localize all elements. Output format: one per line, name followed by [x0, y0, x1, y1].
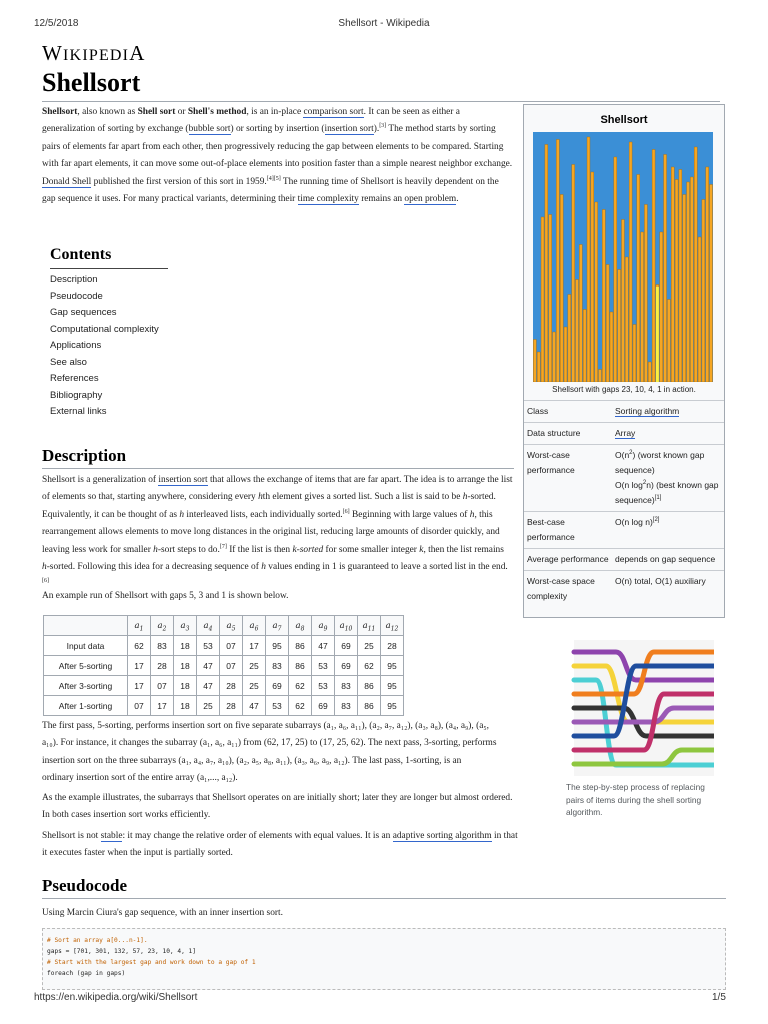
- citation-3[interactable]: [3]: [379, 123, 387, 130]
- example-table: [43, 615, 404, 716]
- table-cell: 28: [151, 656, 174, 676]
- table-cell: 07: [220, 636, 243, 656]
- sort-bar: [690, 177, 693, 382]
- infobox-value: depends on gap sequence: [612, 549, 724, 571]
- infobox-value: O(n log n)[2]: [612, 512, 724, 549]
- sort-bar: [549, 215, 552, 383]
- toc-item-pseudocode[interactable]: Pseudocode: [50, 290, 103, 302]
- sort-bar: [694, 147, 697, 382]
- print-page-number: 1/5: [712, 992, 726, 1003]
- citation-4-5[interactable]: [4][5]: [266, 175, 281, 182]
- sort-bar: [579, 245, 582, 383]
- infobox-row-data-structure: [524, 423, 724, 445]
- table-cell: 83: [335, 676, 358, 696]
- table-column-header: $a_6$: [243, 616, 266, 636]
- infobox-value: O(n) total, O(1) auxiliary: [612, 571, 724, 608]
- toc-item-description[interactable]: Description: [50, 274, 98, 285]
- sort-bar: [533, 340, 536, 383]
- description-paragraph-4: As the example illustrates, the subarrays that Shellsort operates on are initially short; later they are longer but almost ordered. In both cases insertion sort works efficiently.: [42, 793, 513, 821]
- sort-bar: [595, 202, 598, 382]
- bars-graphic: [533, 132, 713, 382]
- table-column-header: $a_8$: [289, 616, 312, 636]
- table-column-header: $a_3$: [174, 616, 197, 636]
- code-line: gaps = [701, 301, 132, 57, 23, 10, 4, 1]: [47, 948, 197, 955]
- sort-bar: [683, 195, 686, 383]
- table-cell: 69: [266, 676, 289, 696]
- table-cell: 62: [289, 696, 312, 716]
- table-row: [44, 696, 404, 716]
- sort-bar: [652, 150, 655, 383]
- print-url[interactable]: https://en.wikipedia.org/wiki/Shellsort: [34, 992, 198, 1003]
- link-donald-shell[interactable]: Donald Shell: [42, 176, 92, 187]
- example-table-header-row: [44, 616, 404, 636]
- table-cell: 53: [197, 636, 220, 656]
- table-cell: 28: [381, 636, 404, 656]
- toc-item-bibliography[interactable]: Bibliography: [50, 389, 103, 401]
- table-cell: 83: [335, 696, 358, 716]
- infobox-title: Shellsort: [600, 114, 648, 126]
- table-cell: 17: [128, 656, 151, 676]
- sort-bar: [541, 217, 544, 382]
- infobox-label: Best-case performance: [524, 512, 612, 549]
- sort-bar: [641, 232, 644, 382]
- table-row: [44, 676, 404, 696]
- table-row-label: After 3-sorting: [44, 676, 128, 696]
- code-block: [42, 928, 726, 990]
- table-cell: 17: [151, 696, 174, 716]
- sort-bar: [706, 167, 709, 382]
- table-cell: 86: [358, 676, 381, 696]
- table-column-header: $a_{11}$: [358, 616, 381, 636]
- sort-bar: [671, 167, 674, 382]
- sort-bar: [629, 142, 632, 382]
- sort-bar: [572, 165, 575, 383]
- table-cell: 95: [381, 656, 404, 676]
- table-cell: 47: [243, 696, 266, 716]
- infobox-value: Array: [612, 423, 724, 445]
- intro-paragraph: Shellsort, also known as Shell sort or Shell's method, is an in-place comparison sort. It can be seen as either a generalization of sorting by exchange (bubble sort) or sorting by insertion (insertion sort).[3] The method starts by sorting pairs of elements far apart from each other, then progressively reducing the gap between elements to be compared. Starting with far apart elements, it can move some out-of-place elements into position faster than a simple nearest neighbor exchange. Donald Shell published the first version of this sort in 1959.[4][5] The running time of Shellsort is heavily dependent on the gap sequence it uses. For many practical variants, determining their time complexity remains an open problem.: [42, 107, 513, 205]
- sort-bar: [687, 182, 690, 382]
- description-paragraph-2: An example run of Shellsort with gaps 5, 3 and 1 is shown below.: [42, 591, 289, 601]
- toc-item-external-links[interactable]: External links: [50, 406, 107, 417]
- link-adaptive-sort[interactable]: adaptive sorting algorithm: [392, 831, 492, 841]
- table-cell: 69: [335, 636, 358, 656]
- table-column-header: $a_1$: [128, 616, 151, 636]
- infobox-row-class: [524, 401, 724, 423]
- sort-bar: [583, 310, 586, 383]
- sort-bar: [618, 270, 621, 383]
- table-column-header: $a_9$: [312, 616, 335, 636]
- sort-bar: [625, 257, 628, 382]
- table-cell: 47: [197, 656, 220, 676]
- link-comparison-sort[interactable]: comparison sort: [303, 107, 364, 117]
- description-paragraph-1: Shellsort is a generalization of insertion sort that allows the exchange of items that are far apart. The idea is to arrange the list of elements so that, starting anywhere, considering every hth element gives a sorted list. Such a list is said to be h-sorted. Equivalently, it can be thought of as h interleaved lists, each individually sorted.[6] Beginning with large values of h, this rearrangement allows elements to move long distances in the original list, reducing large amounts of disorder quickly, and leaving less work for smaller h-sort steps to do.[7] If the list is then k-sorted for some smaller integer k, then the list remains h-sorted. Following this idea for a decreasing sequence of h values ending in 1 is guaranteed to leave a sorted list in the end.[6]: [42, 475, 513, 585]
- table-cell: 25: [243, 676, 266, 696]
- table-column-header: $a_5$: [220, 616, 243, 636]
- table-cell: 86: [289, 636, 312, 656]
- infobox-label: Data structure: [524, 423, 612, 445]
- table-cell: 18: [174, 636, 197, 656]
- infobox-table: [524, 400, 724, 607]
- sort-bar: [599, 370, 602, 383]
- infobox-label: Class: [524, 401, 612, 423]
- table-cell: 83: [151, 636, 174, 656]
- toc-item-gap-sequences[interactable]: Gap sequences: [50, 307, 117, 318]
- sort-bar: [602, 210, 605, 383]
- infobox-value: Sorting algorithm: [612, 401, 724, 423]
- sort-bar: [591, 172, 594, 382]
- sort-bar: [587, 137, 590, 382]
- sort-bar: [664, 155, 667, 383]
- table-cell: 18: [174, 656, 197, 676]
- sort-bar: [576, 280, 579, 383]
- table-cell: 17: [128, 676, 151, 696]
- infobox-value: $O(n^2)$ (worst known gap sequence) O(n $\log^2n$) (best known gap sequence)[1]: [612, 445, 724, 512]
- sort-bar: [637, 175, 640, 383]
- infobox-row-worst-case: [524, 445, 724, 512]
- toc-divider: [50, 268, 168, 269]
- table-cell: 07: [151, 676, 174, 696]
- sort-bar: [621, 220, 624, 383]
- pseudocode-intro: Using Marcin Ciura's gap sequence, with an inner insertion sort.: [42, 908, 283, 918]
- sort-bar: [537, 352, 540, 382]
- table-column-header: $a_2$: [151, 616, 174, 636]
- table-row: [44, 636, 404, 656]
- section-heading-pseudocode: Pseudocode: [42, 876, 726, 899]
- sort-bar: [568, 295, 571, 383]
- table-column-header: $a_{12}$: [381, 616, 404, 636]
- code-line: # Start with the largest gap and work down to a gap of 1: [47, 959, 256, 966]
- sort-bar: [606, 265, 609, 383]
- wikipedia-wordmark[interactable]: WIKIPEDIA: [42, 41, 146, 65]
- table-cell: 86: [358, 696, 381, 716]
- sort-bar: [564, 327, 567, 382]
- table-cell: 95: [381, 676, 404, 696]
- sort-bar: [614, 157, 617, 382]
- print-page-title: Shellsort - Wikipedia: [338, 18, 430, 29]
- sort-bar: [702, 200, 705, 383]
- shellsort-animation-image[interactable]: [533, 132, 713, 382]
- table-cell: 95: [266, 636, 289, 656]
- table-cell: 53: [266, 696, 289, 716]
- infobox-label: Worst-case space complexity: [524, 571, 612, 608]
- table-row-label: After 1-sorting: [44, 696, 128, 716]
- swap-lines-figure[interactable]: [566, 640, 714, 778]
- table-column-header: $a_7$: [266, 616, 289, 636]
- table-cell: 47: [197, 676, 220, 696]
- table-cell: 07: [128, 696, 151, 716]
- table-cell: 62: [289, 676, 312, 696]
- link-insertion-sort-2[interactable]: insertion sort: [158, 475, 208, 485]
- table-row-label: After 5-sorting: [44, 656, 128, 676]
- table-cell: 69: [335, 656, 358, 676]
- table-column-header: $a_4$: [197, 616, 220, 636]
- code-line: foreach (gap in gaps): [47, 970, 126, 977]
- table-row-label: Input data: [44, 636, 128, 656]
- sort-bar: [545, 145, 548, 383]
- sort-bar: [675, 180, 678, 383]
- table-cell: 95: [381, 696, 404, 716]
- toc-item-see-also[interactable]: See also: [50, 356, 87, 368]
- table-cell: 86: [289, 656, 312, 676]
- table-cell: 17: [243, 636, 266, 656]
- sort-bar: [710, 185, 713, 383]
- table-cell: 28: [220, 696, 243, 716]
- infobox-image-caption: Shellsort with gaps 23, 10, 4, 1 in action.: [552, 385, 696, 394]
- link-open-problem[interactable]: open problem: [404, 194, 457, 205]
- table-cell: 69: [312, 696, 335, 716]
- table-cell: 47: [312, 636, 335, 656]
- description-paragraph-5: Shellsort is not stable: it may change the relative order of elements with equal values. It is an adaptive sorting algorithm in that it executes faster when the input is partially sorted.: [42, 831, 518, 859]
- sort-bar: [679, 170, 682, 383]
- sort-bar: [633, 325, 636, 383]
- table-cell: 62: [358, 656, 381, 676]
- infobox-label: Worst-case performance: [524, 445, 612, 512]
- table-cell: 53: [312, 656, 335, 676]
- sort-bar: [556, 140, 559, 383]
- sort-bar: [560, 195, 563, 383]
- toc-item-computational-complexity[interactable]: Computational complexity: [50, 323, 159, 335]
- toc-title: Contents: [50, 246, 112, 263]
- table-corner-cell: [44, 616, 128, 636]
- sort-bar: [667, 300, 670, 383]
- infobox-label: Average performance: [524, 549, 612, 571]
- section-heading-description: Description: [42, 446, 514, 469]
- sort-bar: [644, 205, 647, 383]
- table-cell: 62: [128, 636, 151, 656]
- table-column-header: $a_{10}$: [335, 616, 358, 636]
- toc-item-applications[interactable]: Applications: [50, 340, 102, 351]
- table-cell: 18: [174, 676, 197, 696]
- sort-bar: [648, 362, 651, 382]
- infobox-row-average: [524, 549, 724, 571]
- table-cell: 28: [220, 676, 243, 696]
- sort-bar: [698, 237, 701, 382]
- table-cell: 18: [174, 696, 197, 716]
- code-line: # Sort an array a[0...n-1].: [47, 937, 148, 944]
- table-cell: 25: [358, 636, 381, 656]
- swap-lines-graphic: [566, 640, 714, 778]
- infobox-row-best-case: [524, 512, 724, 549]
- infobox-row-space: [524, 571, 724, 608]
- link-bubble-sort[interactable]: bubble sort: [188, 124, 231, 135]
- link-insertion-sort[interactable]: insertion sort: [324, 124, 374, 135]
- toc-item-references[interactable]: References: [50, 373, 99, 384]
- page-title: Shellsort: [42, 68, 720, 102]
- table-cell: 07: [220, 656, 243, 676]
- sort-bar: [553, 332, 556, 382]
- print-date: 12/5/2018: [34, 18, 79, 29]
- figure-caption: The step-by-step process of replacing pairs of items during the shell sorting algorithm.: [566, 782, 705, 817]
- sort-bar-highlight: [656, 287, 659, 382]
- table-of-contents: [50, 272, 159, 421]
- table-cell: 25: [243, 656, 266, 676]
- description-paragraph-3: The first pass, 5-sorting, performs insertion sort on five separate subarrays (a₁, a₆, a₁₁), (a₂, a₇, a₁₂), (a₃, a₈), (a₄, a₉), (a₅, a₁₀). For instance, it changes the subarray (a₁, a₆, a₁₁) from (62, 17, 25) to (17, 25, 62). The next pass, 3-sorting, performs insertion sort on the three subarrays (a₁, a₄, a₇, a₁₀), (a₂, a₅, a₈, a₁₁), (a₃, a₆, a₉, a₁₂). The last pass, 1-sorting, is an ordinary insertion sort of the entire array (a₁,..., a₁₂).: [42, 721, 497, 784]
- link-time-complexity[interactable]: time complexity: [297, 194, 359, 205]
- table-cell: 25: [197, 696, 220, 716]
- table-row: [44, 656, 404, 676]
- link-stable[interactable]: stable: [100, 831, 123, 841]
- sort-bar: [660, 232, 663, 382]
- table-cell: 53: [312, 676, 335, 696]
- table-cell: 83: [266, 656, 289, 676]
- sort-bar: [610, 312, 613, 382]
